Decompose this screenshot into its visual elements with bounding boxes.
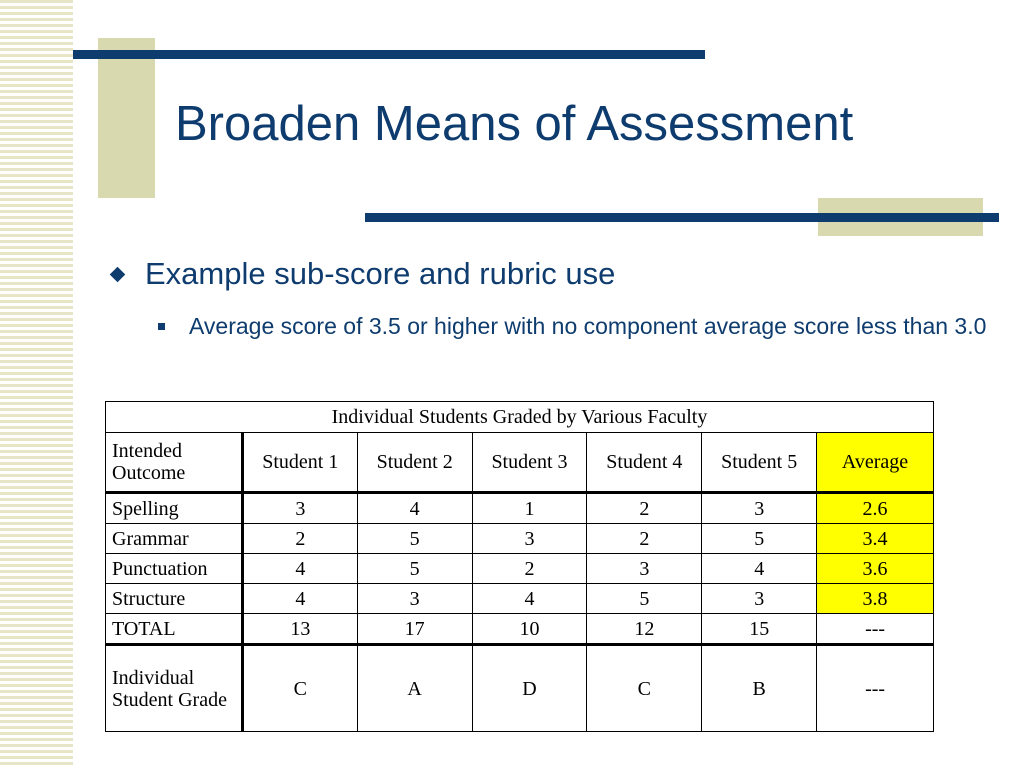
decorative-block-top bbox=[98, 38, 155, 198]
table-row-grade bbox=[106, 645, 934, 732]
table-row bbox=[106, 524, 934, 554]
table-cell: C bbox=[242, 645, 357, 732]
table-caption-row bbox=[106, 402, 934, 433]
row-label: Spelling bbox=[106, 493, 243, 524]
grades-table bbox=[105, 401, 934, 732]
table-cell: --- bbox=[817, 614, 934, 645]
header-average: Average bbox=[817, 433, 934, 493]
table-row bbox=[106, 584, 934, 614]
table-cell: 4 bbox=[242, 554, 357, 584]
table-cell: 10 bbox=[472, 614, 587, 645]
header-student-3: Student 3 bbox=[472, 433, 587, 493]
bullet-level-1-text: Example sub-score and rubric use bbox=[145, 256, 616, 291]
table-cell: 5 bbox=[702, 524, 817, 554]
table-cell: 4 bbox=[472, 584, 587, 614]
table-cell: 17 bbox=[357, 614, 472, 645]
header-student-5: Student 5 bbox=[702, 433, 817, 493]
header-student-2: Student 2 bbox=[357, 433, 472, 493]
table-cell: 5 bbox=[357, 554, 472, 584]
table-cell: --- bbox=[817, 645, 934, 732]
table-cell: 5 bbox=[357, 524, 472, 554]
table-cell: 15 bbox=[702, 614, 817, 645]
average-cell: 2.6 bbox=[817, 493, 934, 524]
table-cell: 1 bbox=[472, 493, 587, 524]
table-cell: 2 bbox=[587, 524, 702, 554]
table-cell: 4 bbox=[357, 493, 472, 524]
table-cell: D bbox=[472, 645, 587, 732]
table-header-row bbox=[106, 433, 934, 493]
table-cell: 3 bbox=[242, 493, 357, 524]
row-label: Individual Student Grade bbox=[106, 645, 243, 732]
table-cell: 3 bbox=[472, 524, 587, 554]
table-cell: 3 bbox=[587, 554, 702, 584]
table-cell: 4 bbox=[702, 554, 817, 584]
row-label: TOTAL bbox=[106, 614, 243, 645]
decorative-rule-bottom bbox=[365, 213, 999, 222]
header-student-4: Student 4 bbox=[587, 433, 702, 493]
bullet-level-2 bbox=[155, 310, 1015, 343]
table-cell: 3 bbox=[357, 584, 472, 614]
slide-title: Broaden Means of Assessment bbox=[175, 97, 854, 151]
table-row bbox=[106, 493, 934, 524]
table-row-total bbox=[106, 614, 934, 645]
diamond-bullet-icon bbox=[110, 266, 126, 282]
table-cell: 3 bbox=[702, 493, 817, 524]
average-cell: 3.4 bbox=[817, 524, 934, 554]
row-label: Punctuation bbox=[106, 554, 243, 584]
table-cell: 2 bbox=[242, 524, 357, 554]
table-caption: Individual Students Graded by Various Faculty bbox=[106, 402, 934, 433]
row-label: Structure bbox=[106, 584, 243, 614]
table-cell: C bbox=[587, 645, 702, 732]
decorative-rule-top bbox=[73, 50, 705, 59]
bullet-level-2-text: Average score of 3.5 or higher with no component average score less than 3.0 bbox=[189, 313, 987, 339]
table-cell: 3 bbox=[702, 584, 817, 614]
average-cell: 3.6 bbox=[817, 554, 934, 584]
header-student-1: Student 1 bbox=[242, 433, 357, 493]
decorative-stripes bbox=[0, 0, 73, 768]
table-cell: 4 bbox=[242, 584, 357, 614]
table-cell: 13 bbox=[242, 614, 357, 645]
bullet-level-1 bbox=[110, 256, 615, 292]
row-label: Grammar bbox=[106, 524, 243, 554]
header-intended-outcome: Intended Outcome bbox=[106, 433, 243, 493]
table-cell: 2 bbox=[472, 554, 587, 584]
table-cell: 2 bbox=[587, 493, 702, 524]
square-bullet-icon bbox=[158, 323, 165, 330]
table-cell: 12 bbox=[587, 614, 702, 645]
table-row bbox=[106, 554, 934, 584]
table-cell: A bbox=[357, 645, 472, 732]
average-cell: 3.8 bbox=[817, 584, 934, 614]
table-cell: B bbox=[702, 645, 817, 732]
table-cell: 5 bbox=[587, 584, 702, 614]
